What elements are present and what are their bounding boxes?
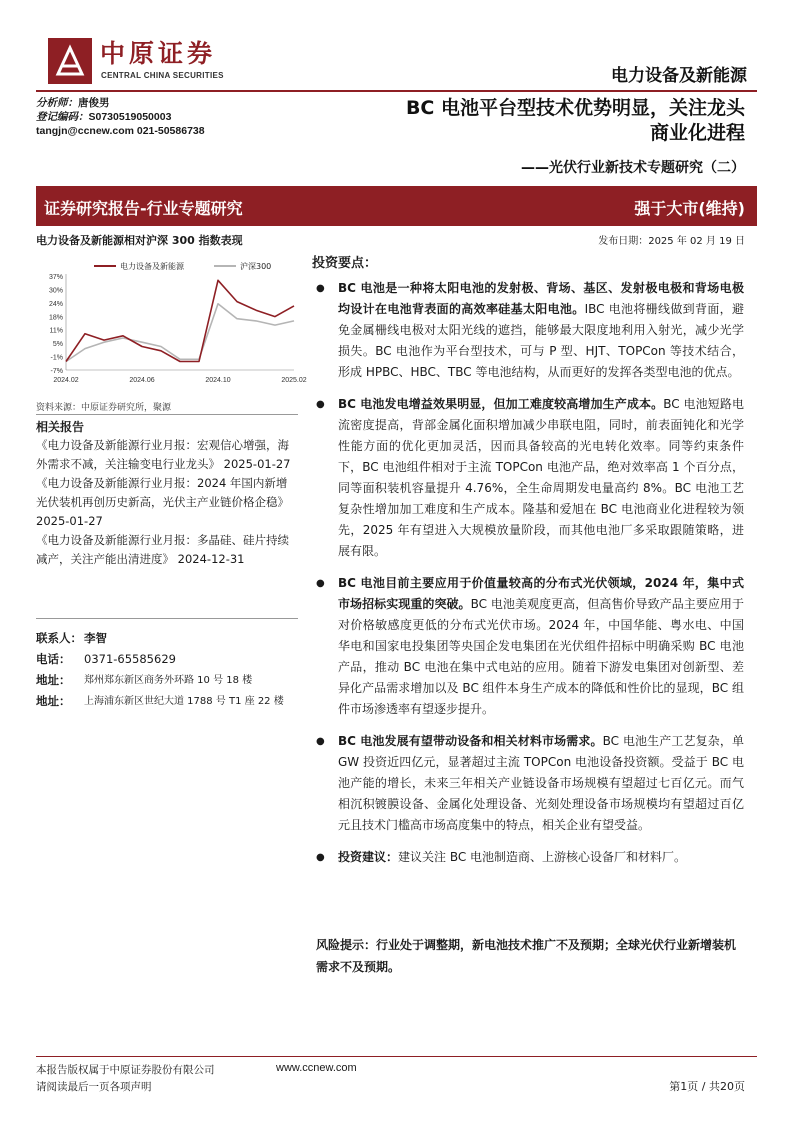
series-line: [66, 304, 294, 362]
investment-point: [316, 394, 744, 562]
address-label: 地址：: [36, 673, 71, 687]
copyright-note: 本报告版权属于中原证券股份有限公司: [36, 1064, 215, 1076]
y-tick-label: -7%: [50, 368, 63, 375]
report-type: 证券研究报告-行业专题研究: [44, 199, 243, 218]
point-text: BC 电池美观度更高，但高售价导致产品主要应用于对价格敏感度更低的分布式光伏市场。2024 年，中国华能、粤水电、中国华电和国家电投集团等央国企发电集团在光伏组件招标中明确采购 BC 电池产品，推动 BC 电池在集中式电站的应用。随着下游发电集团对创新型、差异化产品需求增加以及 BC 组件本身生产成本的降低和性价比的显现，BC 组件市场渗透率有望逐步提升。: [338, 597, 744, 716]
y-tick-label: -1%: [50, 354, 63, 362]
related-report-item: 《电力设备及新能源行业月报：多晶硅、硅片持续减产，关注产能出清进度》 2024-12-31: [36, 533, 289, 566]
contact-block: [36, 628, 306, 712]
point-text: BC 电池生产工艺复杂，单 GW 投资近四亿元，显著超过主流 TOPCon 电池设备投资额。受益于 BC 电池产能的增长，未来三年相关产业链设备市场规模有望超过七百亿元。而气相沉积镀膜设备、金属化处理设备、光刻处理设备市场规模均有望超过百亿元且技术门槛高市场高度集中的特点，相关企业有望受益。: [338, 734, 744, 832]
bullet-icon: ●: [316, 578, 325, 589]
point-text: IBC 电池将栅线做到背面，避免金属栅线电极对太阳光线的遮挡，能够最大限度地利用入射光，减少光学损失。BC 电池作为平台型技术，可与 P 型、HJT、TOPCon 等技术结合，形成 HPBC、HBC、TBC 等电池结构，从而更好的发挥各类型电池的优点。: [338, 302, 744, 379]
address-shanghai: 上海浦东新区世纪大道 1788 号 T1 座 22 楼: [84, 696, 284, 707]
y-tick-label: 24%: [48, 300, 63, 308]
bullet-icon: ●: [316, 283, 325, 294]
point-bold: BC 电池发电增益效果明显，但加工难度较高增加生产成本。: [338, 397, 664, 411]
x-tick-label: 2025.02: [281, 377, 307, 384]
phone-number: 0371-65585629: [84, 652, 176, 666]
left-divider: [36, 414, 298, 415]
performance-chart: [36, 250, 307, 390]
footer-website-link[interactable]: www.ccnew.com: [276, 1062, 357, 1074]
report-subtitle: ——光伏行业新技术专题研究（二）: [521, 160, 745, 176]
page-number: 第1页 / 共20页: [669, 1080, 745, 1093]
bullet-icon: ●: [316, 852, 325, 863]
y-tick-label: 18%: [48, 314, 63, 322]
header-divider: [36, 90, 757, 92]
logo-english-name: CENTRAL CHINA SECURITIES: [101, 71, 224, 80]
contact-person: 李智: [84, 631, 107, 645]
footer-notes: [36, 1062, 215, 1096]
left-divider: [36, 618, 298, 619]
point-bold: BC 电池目前主要应用于价值量较高的分布式光伏领域，2024 年，集中式市场招标实现重的突破。: [338, 576, 744, 611]
y-tick-label: 5%: [52, 341, 63, 349]
address-zhengzhou: 郑州郑东新区商务外环路 10 号 18 楼: [84, 675, 253, 686]
analyst-label: 分析师：: [36, 97, 78, 109]
legend-label: 电力设备及新能源: [120, 262, 184, 271]
logo-mark-icon: [48, 38, 92, 84]
company-logo: [48, 38, 92, 84]
chart-source: 资料来源：中原证券研究所，聚源: [36, 403, 172, 413]
footer-divider: [36, 1056, 757, 1057]
investment-point: [316, 573, 744, 720]
investment-point: [316, 847, 744, 868]
report-banner: [36, 186, 757, 226]
investment-points: [316, 278, 744, 879]
logo-chinese-name: 中原证券: [100, 39, 217, 68]
disclaimer-note: 请阅读最后一页各项声明: [36, 1081, 152, 1093]
bullet-icon: ●: [316, 399, 325, 410]
bullet-icon: ●: [316, 736, 325, 747]
risk-warning: 风险提示：行业处于调整期，新电池技术推广不及预期；全球光伏行业新增装机需求不及预期。: [316, 938, 737, 974]
point-text: BC 电池短路电流密度提高，背部金属化面积增加减少串联电阻，同时，前表面钝化和光学性能方面的优化更加灵活，因而具备较高的光电转化效率。同等约束条件下，BC 电池组件相对于主流 TOPCon 电池产品，绝对效率高 1 个百分点，同等面积装机容量提升 4.76%，全生命周期发电量高约 8%。BC 电池工艺复杂性增加加工难度和生产成本。隆基和爱旭在 BC 电池商业化进程较为领先，2025 年有望进入大规模放量阶段，而其他电池厂多采取跟随策略，进展有限。: [338, 397, 744, 558]
y-tick-label: 11%: [49, 327, 63, 335]
industry-name: 电力设备及新能源: [611, 66, 747, 86]
contact-person-label: 联系人：: [36, 631, 82, 645]
legend-label: 沪深300: [240, 262, 272, 271]
related-report-item: 《电力设备及新能源行业月报：宏观信心增强，海外需求不减，关注输变电行业龙头》 2025-01-27: [36, 438, 291, 471]
analyst-contact: tangjn@ccnew.com 021-50586738: [36, 125, 205, 137]
point-text: 建议关注 BC 电池制造商、上游核心设备厂和材料厂。: [398, 850, 687, 864]
analyst-info: [36, 96, 205, 138]
investment-point: [316, 731, 744, 836]
point-bold: BC 电池是一种将太阳电池的发射极、背场、基区、发射极电极和背场电极均设计在电池背表面的高效率硅基太阳电池。: [338, 281, 744, 316]
analyst-name: 唐俊男: [78, 97, 110, 109]
point-bold: BC 电池发展有望带动设备和相关材料市场需求。: [338, 734, 603, 748]
report-title-line2: 商业化进程: [649, 122, 745, 144]
related-reports-heading: 相关报告: [36, 420, 85, 434]
investment-highlights-heading: 投资要点：: [312, 256, 378, 271]
related-reports-list: [36, 436, 298, 569]
y-tick-label: 30%: [48, 287, 63, 295]
publish-date: 发布日期：2025 年 02 月 19 日: [598, 236, 745, 247]
registration-code: S0730519050003: [88, 111, 172, 123]
investment-point: [316, 278, 744, 383]
x-tick-label: 2024.10: [205, 377, 231, 384]
y-tick-label: 37%: [48, 274, 63, 281]
point-bold: 投资建议：: [338, 850, 399, 864]
phone-label: 电话：: [36, 652, 71, 666]
address-label: 地址：: [36, 694, 71, 708]
x-tick-label: 2024.06: [129, 377, 155, 384]
series-line: [66, 280, 294, 361]
chart-title: 电力设备及新能源相对沪深 300 指数表现: [36, 234, 243, 247]
report-title-line1: BC 电池平台型技术优势明显，关注龙头: [405, 97, 745, 119]
report-title: [305, 96, 745, 146]
related-report-item: 《电力设备及新能源行业月报：2024 年国内新增光伏装机再创历史新高，光伏主产业链价格企稳》 2025-01-27: [36, 476, 289, 528]
registration-label: 登记编码：: [36, 111, 89, 123]
rating: 强于大市(维持): [634, 199, 745, 218]
x-tick-label: 2024.02: [53, 377, 79, 384]
